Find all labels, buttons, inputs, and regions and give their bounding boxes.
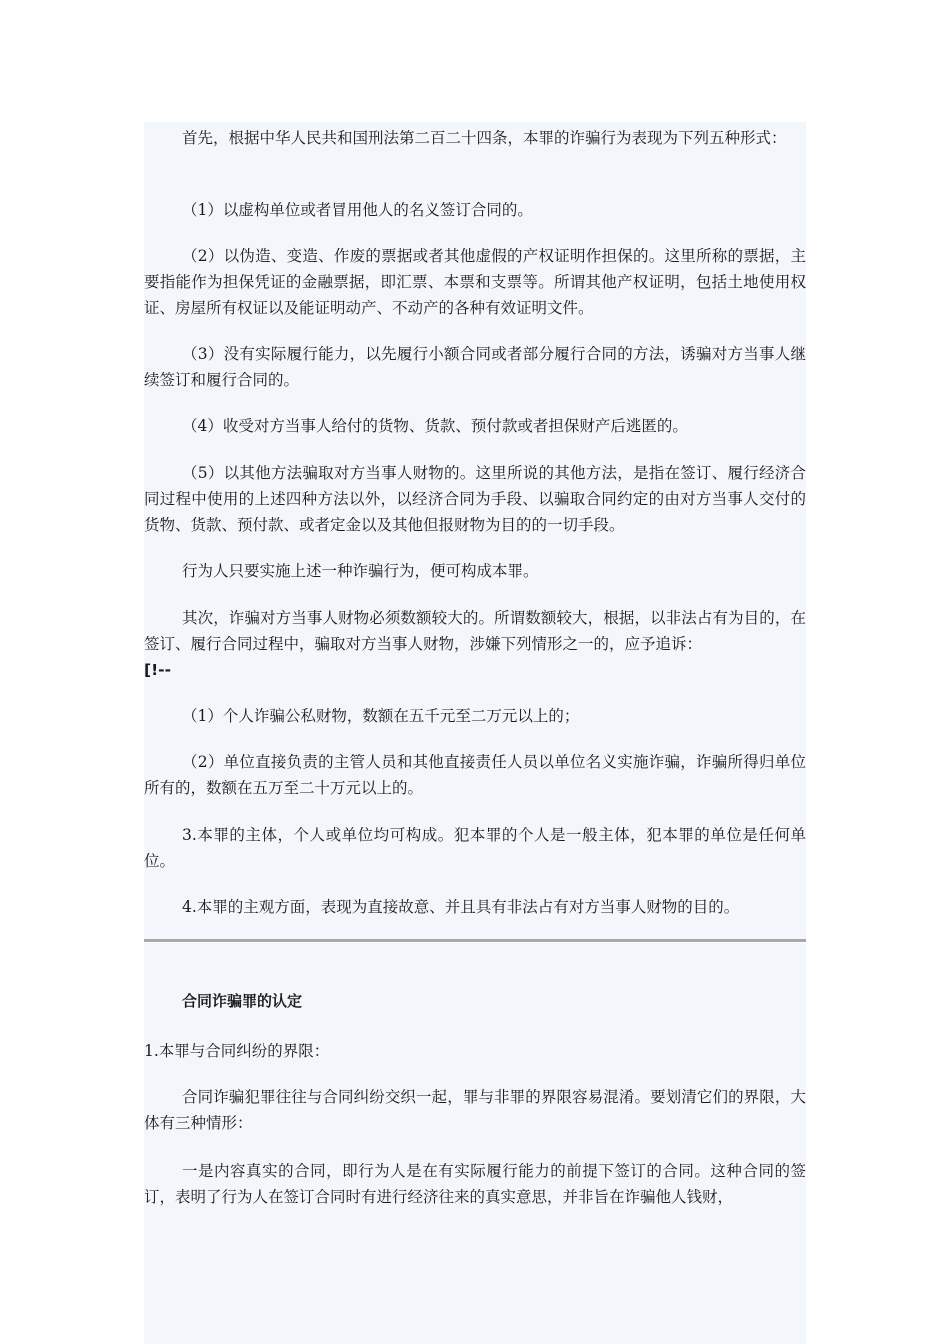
section-heading: 合同诈骗罪的认定 xyxy=(182,992,303,1010)
paragraph-subject: 3.本罪的主体，个人或单位均可构成。犯本罪的个人是一般主体，犯本罪的单位是任何单位。 xyxy=(144,826,806,870)
paragraph-boundary: 1.本罪与合同纠纷的界限： xyxy=(144,1042,330,1060)
paragraph-intent: 4.本罪的主观方面，表现为直接故意、并且具有非法占有对方当事人财物的目的。 xyxy=(182,898,740,916)
paragraph-item-4: （4）收受对方当事人给付的货物、货款、预付款或者担保财产后逃匿的。 xyxy=(182,417,688,435)
paragraph-sub-2: （2）单位直接负责的主管人员和其他直接责任人员以单位名义实施诈骗，诈骗所得归单位所有的，数额在五万至二十万元以上的。 xyxy=(144,753,806,797)
paragraph-intro: 首先，根据中华人民共和国刑法第二百二十四条，本罪的诈骗行为表现为下列五种形式： xyxy=(182,129,787,147)
paragraph-conclusion: 行为人只要实施上述一种诈骗行为，便可构成本罪。 xyxy=(182,562,539,580)
paragraph-case-one: 一是内容真实的合同，即行为人是在有实际履行能力的前提下签订的合同。这种合同的签订，表明了行为人在签订合同时有进行经济往来的真实意思，并非旨在诈骗他人钱财， xyxy=(144,1162,806,1206)
paragraph-item-3: （3）没有实际履行能力，以先履行小额合同或者部分履行合同的方法，诱骗对方当事人继续签订和履行合同的。 xyxy=(144,345,806,389)
paragraph-dispute: 合同诈骗犯罪往往与合同纠纷交织一起，罪与非罪的界限容易混淆。要划清它们的界限，大体有三种情形： xyxy=(144,1088,806,1132)
paragraph-marker: [!-- xyxy=(144,661,172,679)
paragraph-item-1: （1）以虚构单位或者冒用他人的名义签订合同的。 xyxy=(182,201,533,219)
paragraph-item-2: （2）以伪造、变造、作废的票据或者其他虚假的产权证明作担保的。这里所称的票据，主要指能作为担保凭证的金融票据，即汇票、本票和支票等。所谓其他产权证明，包括土地使用权证、房屋所有权证以及能证明动产、不动产的各种有效证明文件。 xyxy=(144,247,806,317)
paragraph-item-5: （5）以其他方法骗取对方当事人财物的。这里所说的其他方法，是指在签订、履行经济合同过程中使用的上述四种方法以外，以经济合同为手段、以骗取合同约定的由对方当事人交付的货物、货款、预付款、或者定金以及其他但报财物为目的的一切手段。 xyxy=(144,464,806,534)
paragraph-sub-1: （1）个人诈骗公私财物，数额在五千元至二万元以上的； xyxy=(182,707,580,725)
paragraph-amount: 其次，诈骗对方当事人财物必须数额较大的。所谓数额较大，根据，以非法占有为目的，在签订、履行合同过程中，骗取对方当事人财物，涉嫌下列情形之一的，应予追诉： xyxy=(144,609,806,653)
horizontal-divider xyxy=(144,939,806,942)
